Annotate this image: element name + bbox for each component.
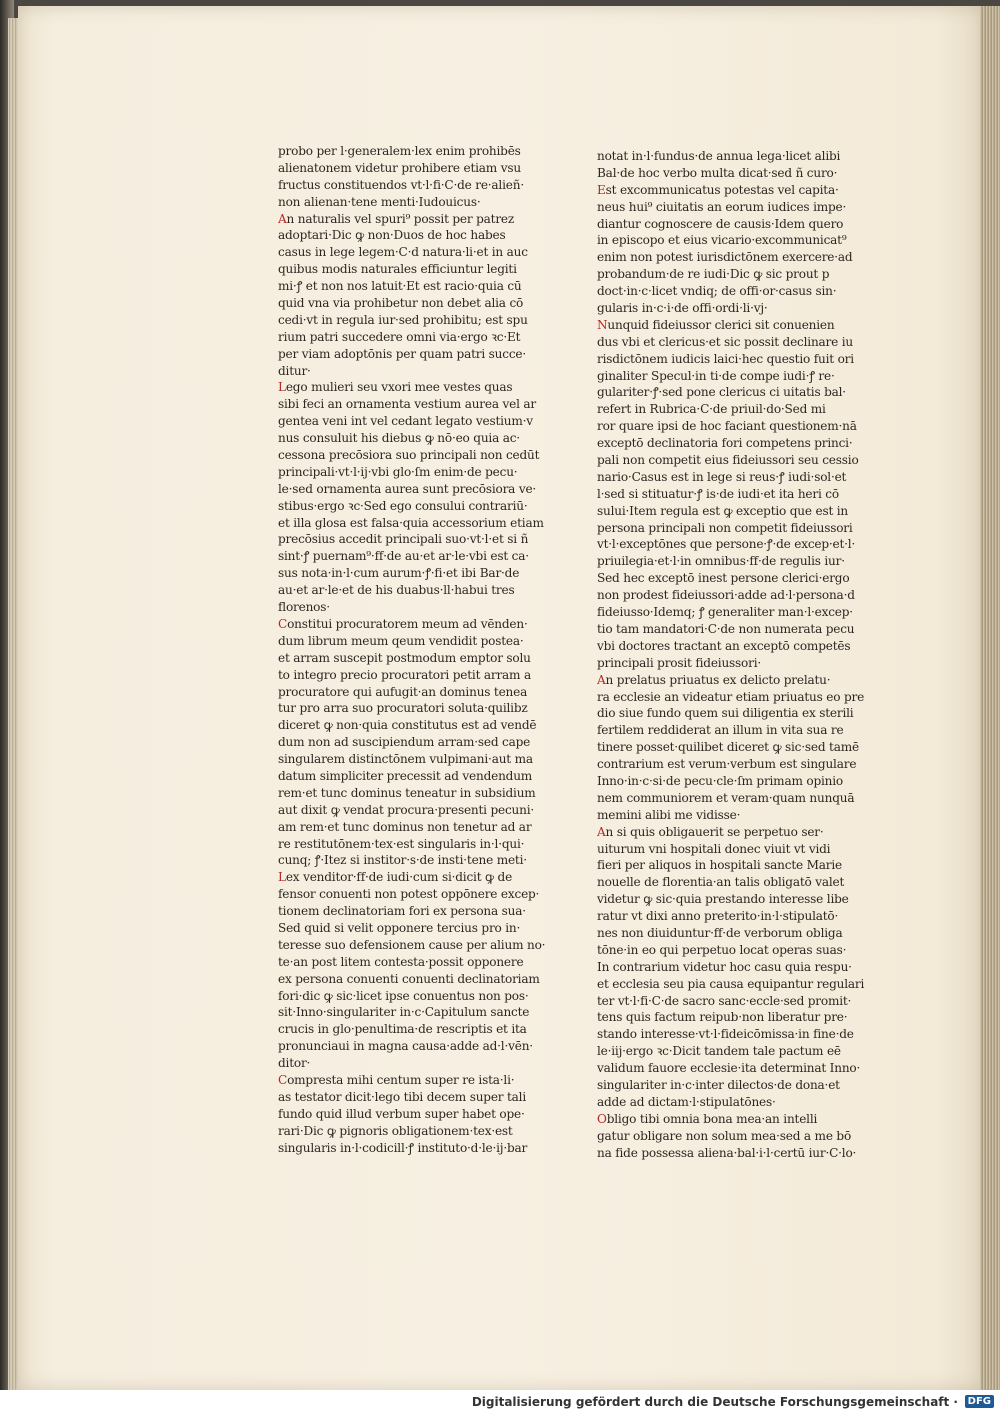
text-line [278, 1072, 550, 1089]
right-page-edges [980, 6, 1000, 1390]
text-line: risdictōnem iudicis laici·hec questio fuit ori [597, 351, 854, 366]
text-line: nario·Casus est in lege si reus·ꝭ iudi·sol·et [597, 469, 847, 484]
text-line: cedi·vt in regula iur·sed prohibitu; est spu [278, 312, 528, 327]
text-line: tur pro arra suo procuratori soluta·quilibz [278, 701, 528, 716]
text-line: fensor conuenti non potest oppōnere excep· [278, 887, 540, 902]
text-line: probandum·de re iudi·Dic ꝙ sic prout p [597, 267, 830, 282]
text-line: non alienan·tene menti·Iudouicus· [278, 194, 481, 209]
text-line: pali non competit eius fideiussori seu cessio [597, 453, 859, 468]
text-line: quid vna via prohibetur non debet alia cō [278, 296, 524, 311]
footer-bar [0, 1390, 1000, 1415]
text-line: ex persona conuenti conuenti declinatoriam [278, 971, 540, 986]
text-line: adde ad dictam·l·stipulatōnes· [597, 1094, 776, 1109]
text-line: datum simpliciter precessit ad vendendum [278, 768, 533, 783]
text-line: persona principali non competit fideiussori [597, 520, 853, 535]
text-line: ditur· [278, 363, 311, 378]
text-line: fructus constituendos vt·l·fi·C·de re·alieñ· [278, 177, 524, 192]
text-line: precōsius accedit principali suo·vt·l·et si ñ [278, 532, 529, 547]
text-line [597, 1111, 869, 1128]
text-line: singularis in·l·codicill·ꝭ instituto·d·le·ij·bar [278, 1140, 528, 1155]
text-line: as testator dicit·lego tibi decem super tali [278, 1089, 527, 1104]
text-line: ginaliter Specul·in ti·de compe iudi·ꝭ re· [597, 368, 835, 383]
text-line: tionem declinatoriam fori ex persona sua· [278, 904, 526, 919]
text-line: te·an post litem contesta·possit opponere [278, 954, 524, 969]
text-line: vbi doctores tractant an exceptō competēs [597, 638, 851, 653]
text-line: dus vbi et clericus·et sic possit declinare iu [597, 334, 853, 349]
text-line: doct·in·c·licet vndiq; de offi·or·casus sin· [597, 284, 837, 299]
text-line: ror quare ipsi de hoc faciant questionem·nā [597, 419, 857, 434]
rubric-initial: A [278, 211, 287, 226]
text-line: fori·dic ꝙ sic·licet ipse conuentus non pos· [278, 988, 529, 1003]
text-line [597, 824, 869, 841]
text-line: adoptari·Dic ꝙ non·Duos de hoc habes [278, 228, 506, 243]
text-line: ditor· [278, 1056, 311, 1071]
text-line: cessona precōsiora suo principali non cedūt [278, 448, 540, 463]
text-line: fideiusso·Idemq; ꝭ generaliter man·l·excep· [597, 605, 853, 620]
text-line: Sed hec exceptō inest persone clerici·ergo [597, 571, 850, 586]
text-line: teresse suo defensionem cause per alium no· [278, 937, 546, 952]
text-line: notat in·l·fundus·de annua lega·licet alibi [597, 149, 841, 163]
text-line: videtur ꝙ sic·quia prestando interesse libe [597, 892, 849, 907]
text-line: na fide possessa aliena·bal·i·l·certū iur·C·lo· [597, 1145, 857, 1160]
text-line: enim non potest iurisdictōnem exercere·ad [597, 250, 853, 265]
text-line: vt·l·exceptōnes que persone·ꝭ·de excep·et·l· [597, 537, 856, 552]
rubric-initial: E [597, 182, 606, 197]
text-line [597, 672, 869, 689]
text-line: pronunciaui in magna causa·adde ad·l·vēn· [278, 1039, 533, 1054]
rubric-initial: C [278, 616, 288, 631]
text-line: sibi feci an ornamenta vestium aurea vel ar [278, 397, 536, 412]
text-line: stando interesse·vt·l·fideicōmissa·in fine·de [597, 1027, 854, 1042]
text-line: procuratore qui aufugit·an dominus tenea [278, 684, 528, 699]
text-line: exceptō declinatoria fori competens princi· [597, 436, 853, 451]
text-line: Inno·in·c·si·de pecu·cle·ſm primam opinio [597, 773, 844, 788]
text-line: ter vt·l·fi·C·de sacro sanc·eccle·sed promit· [597, 993, 852, 1008]
text-line: nem communiorem et veram·quam nunquā [597, 790, 855, 805]
text-line-rest: n naturalis vel spuri⁹ possit per patrez [286, 211, 515, 226]
text-line: tōne·in eo qui perpetuo locat operas suas· [597, 942, 847, 957]
text-line [278, 616, 550, 633]
rubric-initial: C [278, 1072, 288, 1087]
text-line: gularis in·c·i·de offi·ordi·li·vj· [597, 301, 768, 316]
right-text-column [597, 148, 869, 1160]
text-line: Bal·de hoc verbo multa dicat·sed ñ curo· [597, 165, 838, 180]
text-line: dio siue fundo quem sui diligentia ex sterili [597, 706, 854, 721]
text-line: sului·Item regula est ꝙ exceptio que est in [597, 503, 849, 518]
text-line [278, 379, 550, 396]
text-line-rest: st excommunicatus potestas vel capita· [605, 182, 839, 197]
text-line [597, 182, 869, 199]
dfg-logo: DFG [965, 1395, 994, 1408]
text-line: rem·et tunc dominus teneatur in subsidium [278, 785, 536, 800]
text-line: gentea veni int vel cedant legato vestium·v [278, 414, 533, 429]
text-line: tinere posset·quilibet diceret ꝙ sic·sed tamē [597, 740, 859, 755]
text-line: gatur obligare non solum mea·sed a me bō [597, 1128, 852, 1143]
text-line: diceret ꝙ non·quia constitutus est ad vendē [278, 718, 537, 733]
text-line [278, 869, 550, 886]
text-line: in episcopo et eius vicario·excommunicat⁹ [597, 233, 847, 248]
text-line: singularem distinctōnem vulpimani·aut ma [278, 752, 533, 767]
text-line: et ecclesia seu pia causa equipantur regulari [597, 976, 865, 991]
text-line: gulariter·ꝭ·sed pone clericus ci uitatis bal· [597, 385, 846, 400]
text-line [278, 211, 550, 228]
text-line: tens quis factum reipub·non liberatur pre· [597, 1010, 848, 1025]
text-line: sint·ꝭ puernam⁹·ff·de au·et ar·le·vbi est ca· [278, 549, 529, 564]
text-line: tio tam mandatori·C·de non numerata pecu [597, 621, 855, 636]
text-line: et arram suscepit postmodum emptor solu [278, 650, 531, 665]
text-line: neus hui⁹ ciuitatis an eorum iudices impe· [597, 199, 847, 214]
text-line: ra ecclesie an videatur etiam priuatus eo pre [597, 689, 865, 704]
rubric-initial: N [597, 317, 608, 332]
text-line: singulariter in·c·inter dilectos·de dona·et [597, 1077, 840, 1092]
text-line: principali·vt·l·ij·vbi glo·ſm enim·de pecu· [278, 464, 518, 479]
text-line: l·sed si stituatur·ꝭ is·de iudi·et ita heri cō [597, 486, 839, 501]
text-line: nes non diuiduntur·ff·de verborum obliga [597, 925, 843, 940]
left-text-column [278, 143, 550, 1155]
rubric-initial: A [597, 824, 606, 839]
text-line: aut dixit ꝙ vendat procura·presenti pecuni· [278, 802, 535, 817]
text-line: sit·Inno·singulariter in·c·Capitulum sancte [278, 1005, 530, 1020]
text-line: stibus·ergo ꝛc·Sed ego consului contrariū· [278, 498, 528, 513]
text-line: le·sed ornamenta aurea sunt precōsiora ve· [278, 481, 537, 496]
text-line: nus consuluit his diebus ꝙ nō·eo quia ac· [278, 431, 520, 446]
text-line: florenos· [278, 600, 330, 615]
text-line: quibus modis naturales efficiuntur legiti [278, 262, 517, 277]
text-line: crucis in glo·penultima·de rescriptis et ita [278, 1022, 527, 1037]
text-line: principali prosit fideiussori· [597, 655, 762, 670]
text-line: Sed quid si velit opponere tercius pro in· [278, 920, 521, 935]
text-line: le·iij·ergo ꝛc·Dicit tandem tale pactum eē [597, 1044, 841, 1059]
text-line: rium patri succedere omni via·ergo ꝛc·Et [278, 329, 521, 344]
text-line-rest: bligo tibi omnia bona mea·an intelli [606, 1111, 818, 1126]
text-line: probo per l·generalem·lex enim prohibēs [278, 144, 521, 158]
text-line: alienatonem videtur prohibere etiam vsu [278, 160, 521, 175]
text-line: fertilem reddiderat an illum in vita sua re [597, 723, 844, 738]
text-line: memini alibi me vidisse· [597, 807, 741, 822]
text-line: validum fauore ecclesie·ita determinat Inno· [597, 1061, 861, 1076]
text-line: In contrarium videtur hoc casu quia respu· [597, 959, 852, 974]
rubric-initial: L [278, 870, 286, 885]
text-line: sus nota·in·l·cum aurum·ꝭ·fi·et ibi Bar·de [278, 566, 520, 581]
text-line: mi·ꝭ et non nos latuit·Et est racio·quia cū [278, 279, 522, 294]
text-line: au·et ar·le·et de his duabus·ll·habui tres [278, 583, 515, 598]
text-line: nouelle de florentia·an talis obligatō valet [597, 875, 845, 890]
text-line-rest: n si quis obligauerit se perpetuo ser· [605, 824, 824, 839]
text-line: dum librum meum qeum vendidit postea· [278, 633, 524, 648]
text-line: et illa glosa est falsa·quia accessorium etiam [278, 515, 544, 530]
text-line: non prodest fideiussori·adde ad·l·persona·d [597, 588, 855, 603]
rubric-initial: A [597, 672, 606, 687]
text-line: priuilegia·et·l·in omnibus·ff·de regulis iur· [597, 554, 845, 569]
text-line: dum non ad suscipiendum arram·sed cape [278, 735, 531, 750]
text-line-rest: ego mulieri seu vxori mee vestes quas [285, 380, 513, 395]
text-line: re restitutōnem·tex·est singularis in·l·qui· [278, 836, 525, 851]
text-line: cunq; ꝭ·Itez si institor·s·de insti·tene meti· [278, 853, 527, 868]
text-line: casus in lege legem·C·d natura·li·et in auc [278, 245, 528, 260]
rubric-initial: O [597, 1111, 607, 1126]
text-line: refert in Rubrica·C·de priuil·do·Sed mi [597, 402, 826, 417]
text-line: fieri per aliquos in hospitali sancte Marie [597, 858, 843, 873]
text-line-rest: unquid fideiussor clerici sit conuenien [607, 317, 835, 332]
rubric-initial: L [278, 380, 286, 395]
text-line: ratur vt dixi anno preterito·in·l·stipulatō· [597, 909, 839, 924]
text-line: uiturum vni hospitali donec viuit vt vidi [597, 841, 831, 856]
text-line-rest: ex venditor·ff·de iudi·cum si·dicit ꝙ de [285, 870, 513, 885]
text-line: diantur cognoscere de causis·Idem quero [597, 216, 844, 231]
text-line-rest: ompresta mihi centum super re ista·li· [287, 1072, 515, 1087]
text-line: to integro precio procuratori petit arram a [278, 667, 531, 682]
text-line: per viam adoptōnis per quam patri succe· [278, 346, 526, 361]
text-line: rari·Dic ꝙ pignoris obligationem·tex·est [278, 1123, 513, 1138]
text-line-rest: n prelatus priuatus ex delicto prelatu· [605, 672, 831, 687]
text-line-rest: onstitui procuratorem meum ad vēnden· [287, 616, 528, 631]
text-line: contrarium est verum·verbum est singulare [597, 757, 857, 772]
text-line: am rem·et tunc dominus non tenetur ad ar [278, 819, 532, 834]
text-line: fundo quid illud verbum super habet ope· [278, 1106, 525, 1121]
text-line [597, 317, 869, 334]
funding-credit: Digitalisierung gefördert durch die Deutsche Forschungsgemeinschaft · [471, 1395, 958, 1409]
